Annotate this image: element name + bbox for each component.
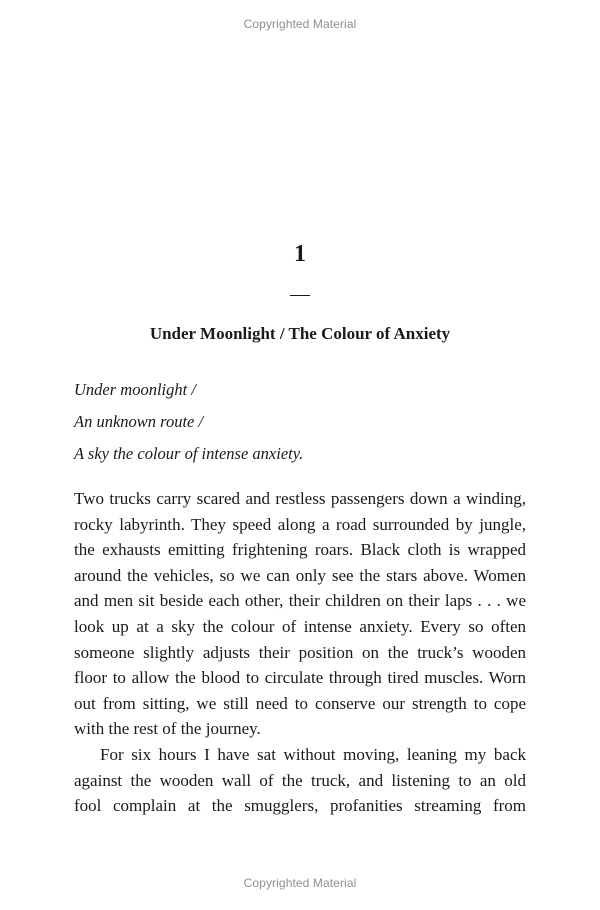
copyright-watermark-bottom: Copyrighted Material <box>243 876 357 890</box>
text-line: someone slightly adjusts their position on the truck’s wooden <box>74 642 526 662</box>
text-line: against the wooden wall of the truck, and listening to an old <box>74 770 526 790</box>
text-line: with the rest of the journey. <box>74 719 261 739</box>
paragraph <box>74 742 526 819</box>
epigraph-line: A sky the colour of intense anxiety. <box>74 444 304 463</box>
text-line: the exhausts emitting frightening roars. Black cloth is wrapped <box>74 540 526 560</box>
epigraph-line: An unknown route / <box>74 412 204 431</box>
text-line: around the vehicles, so we can only see the stars above. Women <box>74 565 526 585</box>
text-line: Two trucks carry scared and restless passengers down a winding, <box>74 489 526 508</box>
body-text <box>74 486 526 819</box>
paragraph <box>74 486 526 742</box>
chapter-number: 1 <box>294 241 306 267</box>
text-line: and men sit beside each other, their children on their laps . . . we <box>74 591 526 611</box>
chapter-separator: — <box>290 283 310 305</box>
text-line: rocky labyrinth. They speed along a road surrounded by jungle, <box>74 514 526 534</box>
text-line: For six hours I have sat without moving, leaning my back <box>100 744 526 764</box>
copyright-watermark-top: Copyrighted Material <box>243 17 357 31</box>
text-line: look up at a sky the colour of intense anxiety. Every so often <box>74 616 526 636</box>
chapter-title: Under Moonlight / The Colour of Anxiety <box>149 324 451 343</box>
text-line: out from sitting, we still need to conserve our strength to cope <box>74 693 526 713</box>
epigraph-line: Under moonlight / <box>74 380 196 399</box>
text-line: floor to allow the blood to circulate through tired muscles. Worn <box>74 668 526 688</box>
text-line: fool complain at the smugglers, profanities streaming from <box>74 796 526 816</box>
epigraph <box>74 374 526 470</box>
